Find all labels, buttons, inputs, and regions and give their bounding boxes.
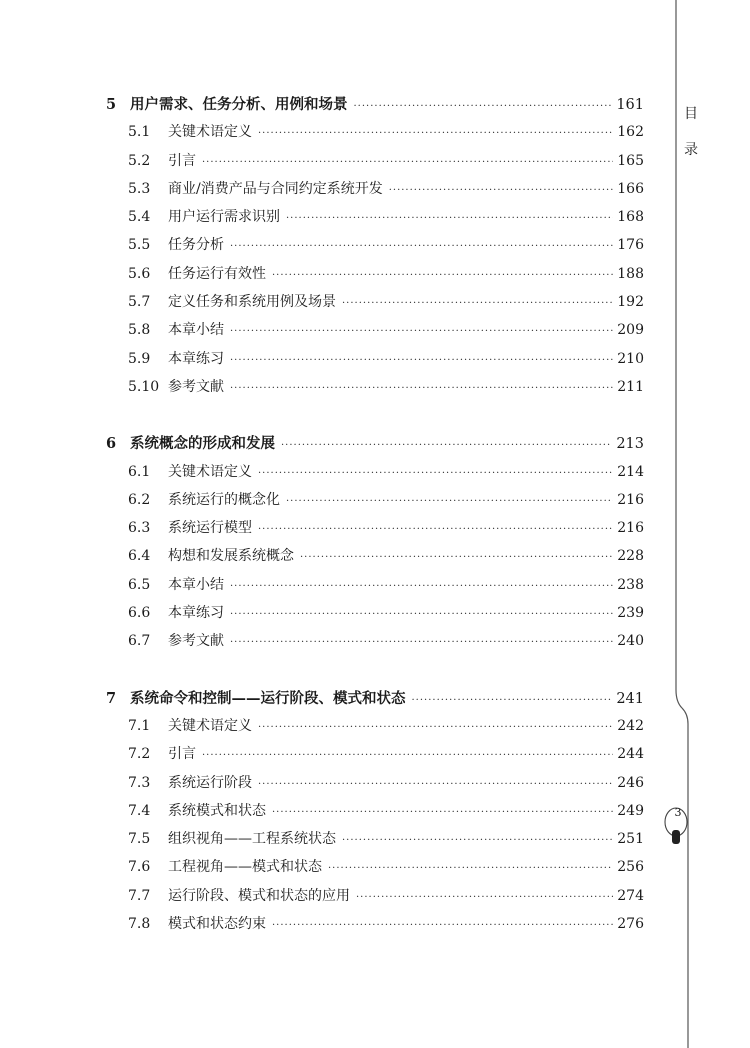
section-entry[interactable] [104,743,644,771]
dot-leader [230,581,613,592]
section-entry[interactable] [104,263,644,291]
section-entry-page: 249 [617,802,644,819]
section-entry[interactable] [104,348,644,376]
section-entry[interactable] [104,715,644,743]
chapter-entry-page: 161 [616,97,644,113]
dot-leader [230,383,613,394]
section-entry-page: 239 [617,605,644,622]
section-entry-title: 模式和状态约束 [168,916,266,933]
section-entry[interactable] [104,885,644,913]
section-entry-number: 6.6 [128,605,151,622]
section-entry-title: 组织视角——工程系统状态 [168,831,336,848]
section-entry-number: 7.7 [128,887,151,904]
section-entry[interactable] [104,291,644,319]
section-entry-page: 209 [617,322,644,339]
section-entry-title: 本章小结 [168,576,224,593]
section-entry[interactable] [104,828,644,856]
section-entry-page: 165 [617,152,644,169]
section-entry-number: 6.3 [128,520,151,537]
chapter-block [104,93,644,404]
dot-leader [230,355,613,366]
section-entry-title: 引言 [168,746,196,763]
side-title-char: 目 [684,106,698,122]
section-entry-page: 192 [617,294,644,311]
section-entry[interactable] [104,602,644,630]
dot-leader [272,270,613,281]
chapter-entry-page: 213 [616,436,644,453]
section-entry-title: 关键术语定义 [168,463,252,480]
section-entry-number: 5.3 [128,180,151,197]
chapter-entry-number: 6 [106,435,117,453]
dot-leader [328,863,613,874]
section-entry-number: 7.8 [128,916,151,933]
page-number: 3 [674,806,682,819]
section-entry-page: 246 [617,774,644,791]
section-entry-number: 7.6 [128,859,151,876]
dot-leader [300,552,613,563]
section-entry-number: 7.1 [128,717,151,734]
section-entry-title: 本章小结 [168,322,224,339]
section-entry[interactable] [104,630,644,658]
section-entry-title: 系统运行的概念化 [168,491,280,508]
section-entry-number: 5.9 [128,350,151,367]
section-entry-number: 5.6 [128,265,151,282]
section-entry-page: 251 [617,831,644,848]
dot-leader [354,101,613,112]
section-entry-number: 7.5 [128,831,151,848]
section-entry-number: 6.5 [128,576,151,593]
section-entry-title: 系统模式和状态 [168,802,266,819]
section-entry-page: 238 [617,576,644,593]
chapter-entry[interactable] [104,432,644,460]
section-entry[interactable] [104,574,644,602]
dot-leader [258,468,613,479]
section-entry-number: 5.7 [128,294,151,311]
chapter-entry-number: 5 [106,96,117,113]
dot-leader [389,185,614,196]
section-entry-page: 214 [617,463,644,480]
dot-leader [230,241,613,252]
section-entry-title: 关键术语定义 [168,717,252,734]
side-title-char: 录 [684,142,698,158]
section-entry-title: 任务运行有效性 [168,265,266,282]
section-entry-title: 工程视角——模式和状态 [168,859,322,876]
chapter-block [104,687,644,942]
side-section-title [682,96,700,168]
section-entry-page: 276 [617,916,644,933]
section-entry[interactable] [104,376,644,404]
table-of-contents [104,93,644,969]
dot-leader [258,779,613,790]
section-entry-title: 商业/消费产品与合同约定系统开发 [168,180,383,197]
dot-leader [272,807,613,818]
section-entry[interactable] [104,206,644,234]
section-entry-number: 5.1 [128,124,151,141]
section-entry-number: 6.4 [128,548,151,565]
section-entry[interactable] [104,800,644,828]
dot-leader [230,326,613,337]
dot-leader [202,750,613,761]
dot-leader [230,637,613,648]
section-entry-page: 256 [617,859,644,876]
section-entry[interactable] [104,150,644,178]
section-entry-page: 162 [617,124,644,141]
section-entry-page: 228 [617,548,644,565]
section-entry-page: 240 [617,633,644,650]
section-entry-page: 211 [617,378,644,395]
chapter-entry[interactable] [104,93,644,121]
section-entry-number: 5.10 [128,378,160,395]
section-entry-title: 关键术语定义 [168,124,252,141]
section-entry-number: 7.2 [128,746,151,763]
chapter-entry-title: 系统概念的形成和发展 [130,435,275,453]
section-entry-page: 242 [617,717,644,734]
dot-leader [281,440,612,451]
chapter-block [104,432,644,658]
section-entry-page: 216 [617,520,644,537]
section-entry-number: 5.5 [128,237,151,254]
dot-leader [342,835,613,846]
section-entry-title: 本章练习 [168,605,224,622]
dot-leader [272,920,613,931]
section-entry-page: 274 [617,887,644,904]
section-entry-title: 引言 [168,152,196,169]
section-entry-title: 系统运行模型 [168,520,252,537]
section-entry-number: 6.2 [128,491,151,508]
section-entry[interactable] [104,913,644,941]
chapter-entry-number: 7 [106,689,117,707]
chapter-entry-title: 用户需求、任务分析、用例和场景 [130,96,348,113]
section-entry[interactable] [104,178,644,206]
dot-leader [258,722,613,733]
section-entry-number: 5.8 [128,322,151,339]
section-entry-page: 210 [617,350,644,367]
section-entry-page: 176 [617,237,644,254]
section-entry-number: 7.3 [128,774,151,791]
section-entry-title: 本章练习 [168,350,224,367]
section-entry-title: 参考文献 [168,378,224,395]
dot-leader [230,609,613,620]
section-entry-page: 168 [617,209,644,226]
dot-leader [258,524,613,535]
dot-leader [356,892,613,903]
section-entry-title: 运行阶段、模式和状态的应用 [168,887,350,904]
section-entry-title: 用户运行需求识别 [168,209,280,226]
section-entry-page: 244 [617,746,644,763]
chapter-entry[interactable] [104,687,644,715]
section-entry-title: 任务分析 [168,237,224,254]
section-entry-number: 6.1 [128,463,151,480]
section-entry[interactable] [104,772,644,800]
section-entry[interactable] [104,461,644,489]
section-entry[interactable] [104,319,644,347]
dot-leader [258,128,613,139]
dot-leader [286,213,613,224]
section-entry-number: 7.4 [128,802,151,819]
section-entry[interactable] [104,234,644,262]
section-entry[interactable] [104,489,644,517]
section-entry-number: 5.4 [128,209,151,226]
section-entry-title: 参考文献 [168,633,224,650]
section-entry[interactable] [104,856,644,884]
dot-leader [202,157,613,168]
dot-leader [342,298,613,309]
chapter-entry-title: 系统命令和控制——运行阶段、模式和状态 [130,689,406,707]
section-entry-number: 5.2 [128,152,151,169]
section-entry[interactable] [104,545,644,573]
section-entry-page: 166 [617,180,644,197]
section-entry-page: 216 [617,491,644,508]
section-entry-title: 系统运行阶段 [168,774,252,791]
section-entry-title: 定义任务和系统用例及场景 [168,294,336,311]
section-entry-page: 188 [617,265,644,282]
section-entry-number: 6.7 [128,633,151,650]
dot-leader [412,695,613,706]
section-entry[interactable] [104,121,644,149]
chapter-entry-page: 241 [616,690,644,707]
section-entry[interactable] [104,517,644,545]
dot-leader [286,496,613,507]
section-entry-title: 构想和发展系统概念 [168,548,294,565]
